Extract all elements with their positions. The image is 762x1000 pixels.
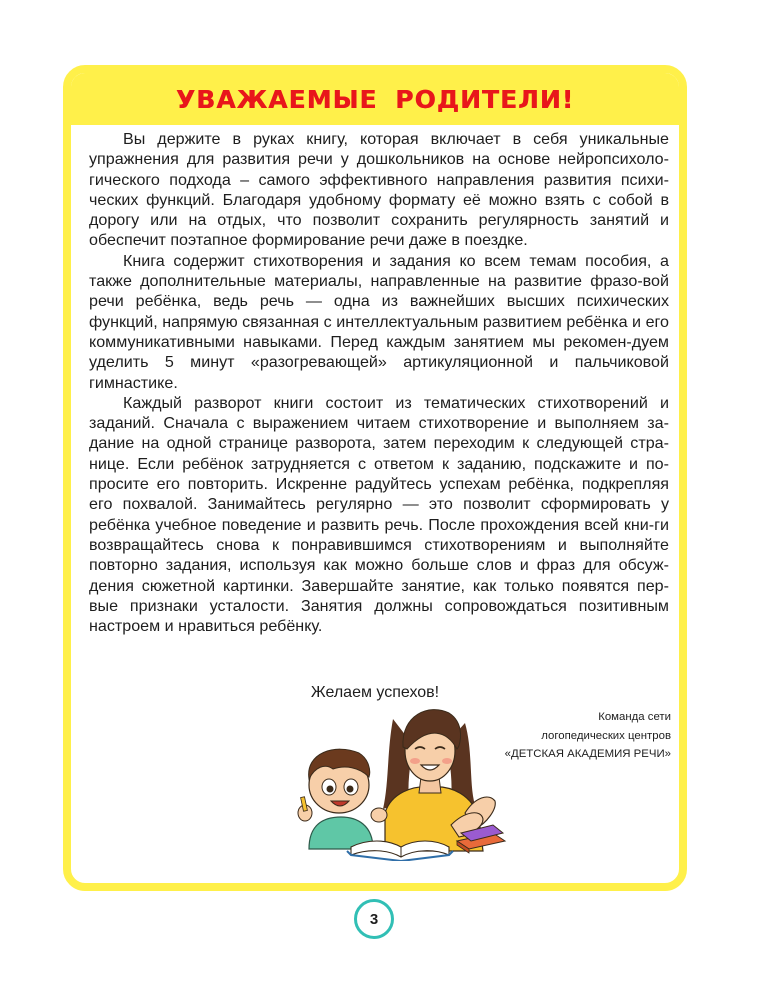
mother-child-illustration [289, 701, 529, 861]
paragraph-2: Книга содержит стихотворения и задания ко всем темам пособия, а также дополнительные материалы, направленные на развитие фразо-вой речи ребёнка, ведь речь — одна из важнейших высших психических функций, напрямую связанная с интеллектуальным развитием ребёнка и его коммуникативными навыками. Перед каждым занятием мы рекомен-дуем уделить 5 минут «разогревающей» артикуляционной и пальчиковой гимнастике. [89, 251, 669, 392]
page-title: УВАЖАЕМЫЕ РОДИТЕЛИ! [175, 84, 575, 114]
intro-text [89, 129, 669, 636]
paragraph-3: Каждый разворот книги состоит из тематических стихотворений и заданий. Сначала с выражением читаем стихотворение и выполняем за-дание на одной странице разворота, затем переходим к следующей стра-нице. Если ребёнок затрудняется с ответом к заданию, подскажите и по-просите его повторить. Искренне радуйтесь успехам ребёнка, подкрепляя его похвалой. Занимайтесь регулярно — это позволит сформировать у ребёнка учебное поведение и развить речь. После прохождения всей кни-ги возвращайтесь снова к понравившимся стихотворениям и выполняйте повторно задания, используя как можно больше слов и фраз для обсуж-дения сюжетной картинки. Завершайте занятие, как только появятся пер-вые признаки усталости. Занятия должны сопровождаться позитивным настроем и нравиться ребёнку. [89, 393, 669, 636]
wish-text: Желаем успехов! [310, 684, 440, 701]
signature-line-3: «ДЕТСКАЯ АКАДЕМИЯ РЕЧИ» [504, 748, 671, 760]
signature-line-2: логопедических центров [541, 729, 671, 742]
page-number: 3 [354, 899, 394, 939]
page-frame [63, 65, 687, 891]
paragraph-1: Вы держите в руках книгу, которая включает в себя уникальные упражнения для развития речи у дошкольников на основе нейропсихоло-гического подхода – самого эффективного направления развития психи-ческих функций. Благодаря удобному формату её можно взять с собой в дорогу или на отдых, что позволит сохранить регулярность занятий и обеспечит поэтапное формирование речи даже в поездке. [89, 130, 669, 250]
signature [505, 708, 671, 764]
header-band [71, 73, 679, 125]
signature-line-1: Команда сети [598, 711, 671, 723]
